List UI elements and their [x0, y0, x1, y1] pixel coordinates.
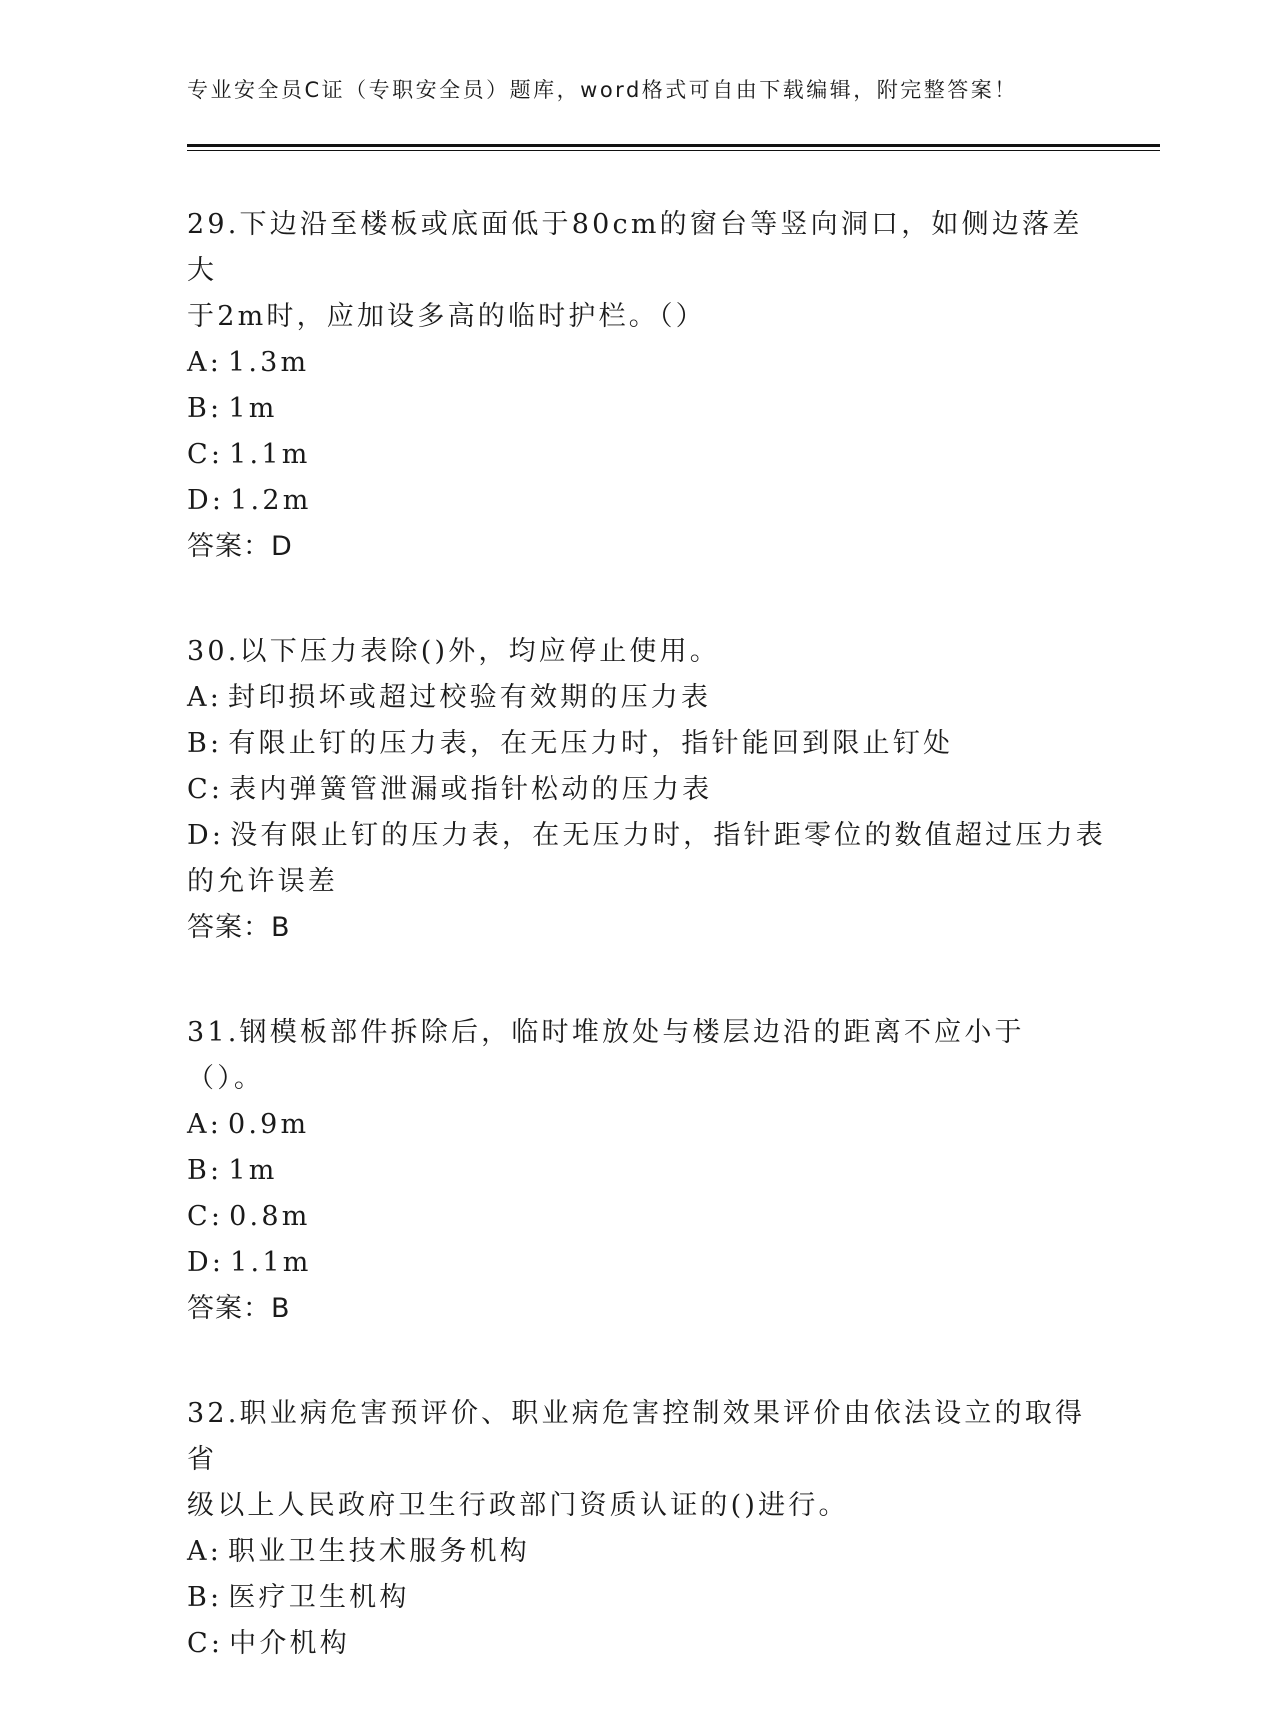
header-rule-thin: [187, 150, 1160, 151]
option-text: 0.9m: [228, 1109, 310, 1140]
option-text: 1.1m: [229, 439, 311, 470]
option-text: 表内弹簧管泄漏或指针松动的压力表: [229, 774, 713, 805]
option-b: [187, 1575, 1087, 1621]
option-text: 有限止钉的压力表，在无压力时，指针能回到限止钉处: [228, 728, 954, 759]
option-letter: D:: [187, 1247, 225, 1278]
option-b: [187, 1148, 1087, 1194]
question-31: [187, 1010, 1087, 1332]
question-stem-line: 30.以下压力表除()外，均应停止使用。: [187, 636, 721, 667]
question-stem-line: 31.钢模板部件拆除后，临时堆放处与楼层边沿的距离不应小于（）。: [187, 1017, 1025, 1094]
option-text: 中介机构: [229, 1628, 350, 1659]
option-c: [187, 1621, 1087, 1667]
option-letter: A:: [187, 1536, 222, 1567]
option-a: [187, 1529, 1087, 1575]
option-letter: A:: [187, 347, 222, 378]
option-b: [187, 386, 1087, 432]
question-29: [187, 202, 1087, 570]
option-b: [187, 721, 1087, 767]
option-letter: D:: [187, 485, 225, 516]
question-list: [187, 202, 1106, 1726]
option-letter: B:: [187, 1155, 223, 1186]
option-text: 0.8m: [229, 1201, 311, 1232]
option-d: [187, 1240, 1087, 1286]
option-letter: B:: [187, 1582, 223, 1613]
option-letter: B:: [187, 393, 223, 424]
option-d-continuation: 的允许误差: [187, 866, 338, 897]
option-letter: C:: [187, 1201, 224, 1232]
option-letter: C:: [187, 1628, 224, 1659]
option-letter: A:: [187, 1109, 222, 1140]
question-30: [187, 629, 1106, 951]
option-text: 1m: [228, 1155, 278, 1186]
header-rule-thick: [187, 144, 1160, 147]
answer-label: 答案：D: [187, 531, 293, 562]
option-letter: C:: [187, 439, 224, 470]
option-text: 封印损坏或超过校验有效期的压力表: [228, 682, 712, 713]
option-text: 职业卫生技术服务机构: [228, 1536, 530, 1567]
question-stem-line: 32.职业病危害预评价、职业病危害控制效果评价由依法设立的取得省: [187, 1398, 1086, 1475]
option-c: [187, 767, 1087, 813]
option-d: [187, 813, 1106, 859]
option-text: 医疗卫生机构: [228, 1582, 410, 1613]
question-stem-line: 29.下边沿至楼板或底面低于80cm的窗台等竖向洞口，如侧边落差大: [187, 209, 1083, 286]
option-d: [187, 478, 1087, 524]
page-header: 专业安全员C证（专职安全员）题库，word格式可自由下载编辑，附完整答案！: [187, 78, 1018, 102]
option-text: 1.3m: [228, 347, 310, 378]
option-text: 1.1m: [230, 1247, 312, 1278]
question-32: [187, 1391, 1087, 1667]
answer-label: 答案：B: [187, 1293, 291, 1324]
option-a: [187, 340, 1087, 386]
option-a: [187, 675, 1087, 721]
option-a: [187, 1102, 1087, 1148]
option-letter: D:: [187, 820, 225, 851]
option-text: 没有限止钉的压力表，在无压力时，指针距零位的数值超过压力表: [230, 820, 1106, 851]
answer-label: 答案：B: [187, 912, 291, 943]
option-c: [187, 432, 1087, 478]
option-text: 1.2m: [230, 485, 312, 516]
option-c: [187, 1194, 1087, 1240]
option-letter: B:: [187, 728, 223, 759]
option-letter: A:: [187, 682, 222, 713]
option-text: 1m: [228, 393, 278, 424]
option-letter: C:: [187, 774, 224, 805]
question-stem-line: 级以上人民政府卫生行政部门资质认证的()进行。: [187, 1490, 849, 1521]
question-stem-line: 于2m时，应加设多高的临时护栏。（）: [187, 301, 706, 332]
